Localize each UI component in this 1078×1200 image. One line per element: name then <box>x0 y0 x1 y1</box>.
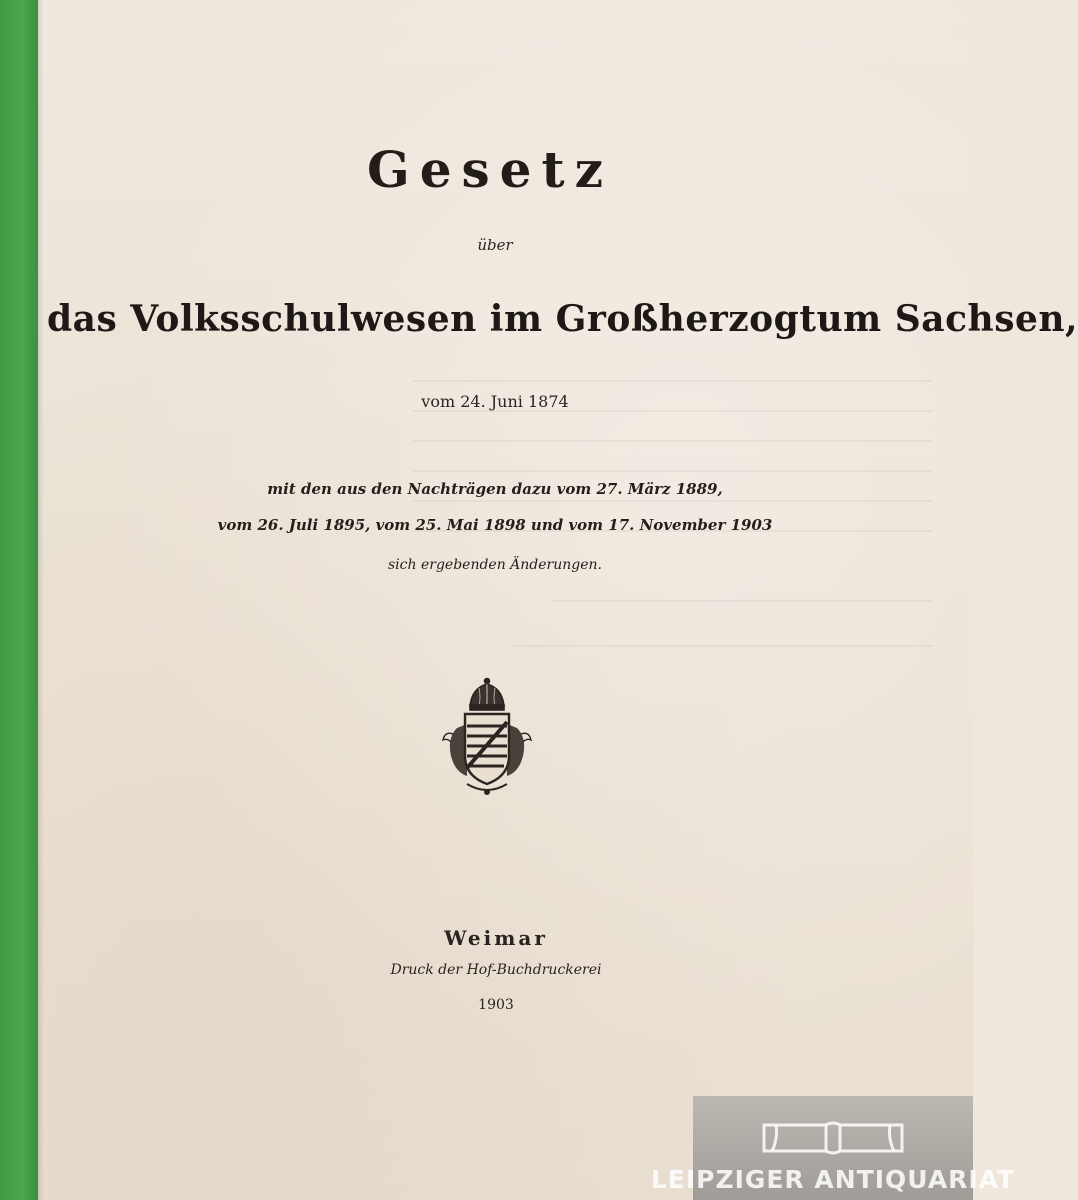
document-subject: das Volksschulwesen im Großherzogtum Sachsen, <box>47 298 1078 340</box>
amendment-line-2: vom 26. Juli 1895, vom 25. Mai 1898 und vom 17. November 1903 <box>217 516 773 534</box>
show-through-line <box>553 600 933 602</box>
date-line: vom 24. Juni 1874 <box>421 392 569 411</box>
watermark-text: LEIPZIGER ANTIQUARIAT <box>650 1165 1016 1194</box>
document-title: Gesetz <box>367 140 613 199</box>
book-logo-icon <box>758 1117 908 1157</box>
watermark-logo <box>650 1096 1016 1200</box>
paper-edge <box>38 0 44 1200</box>
imprint-place: Weimar <box>444 926 548 950</box>
title-preposition: über <box>477 236 513 254</box>
coat-of-arms-emblem <box>437 676 537 798</box>
imprint-year: 1903 <box>478 997 514 1013</box>
show-through-line <box>413 380 933 382</box>
show-through-line <box>413 500 933 502</box>
binding-strip <box>0 0 38 1200</box>
amendment-line-3: sich ergebenden Änderungen. <box>388 557 602 573</box>
show-through-line <box>413 440 933 442</box>
show-through-line <box>513 645 933 647</box>
imprint-printer: Druck der Hof-Buchdruckerei <box>390 962 602 978</box>
amendment-line-1: mit den aus den Nachträgen dazu vom 27. März 1889, <box>267 480 723 498</box>
show-through-line <box>413 470 933 472</box>
